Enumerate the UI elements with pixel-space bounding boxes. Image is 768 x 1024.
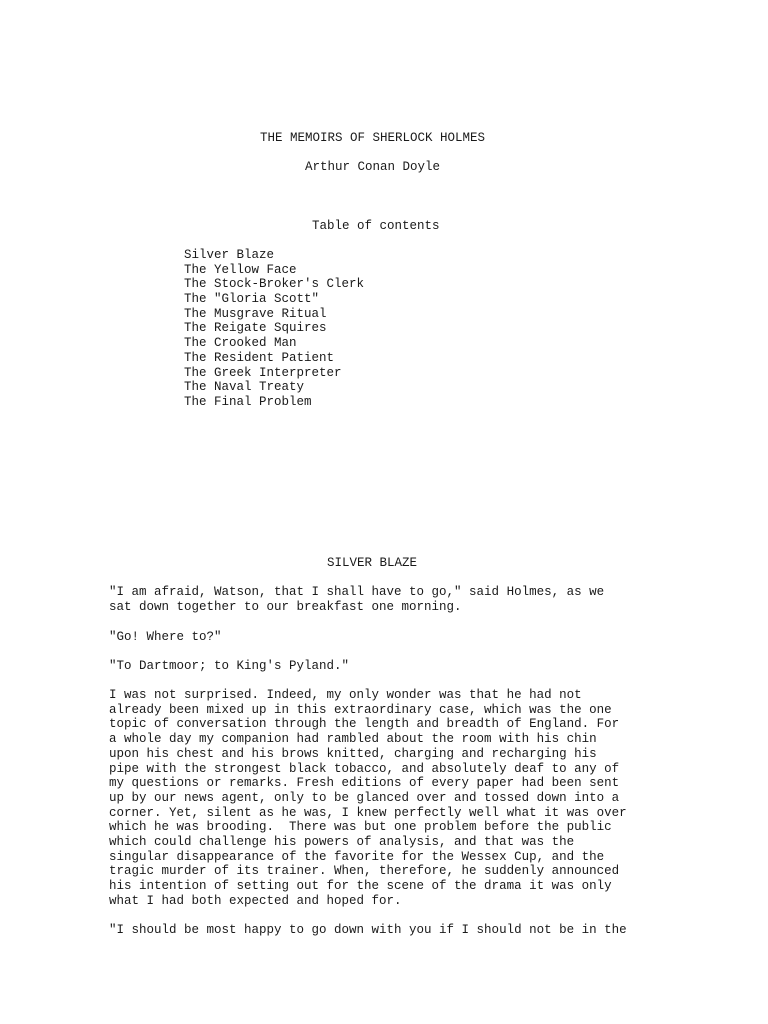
toc-item: The Reigate Squires	[184, 321, 327, 336]
toc-item: The Crooked Man	[184, 336, 297, 351]
paragraph: "I should be most happy to go down with you if I should not be in the	[109, 923, 627, 937]
toc-heading: Table of contents	[312, 219, 440, 233]
paragraph: "Go! Where to?"	[109, 630, 222, 644]
toc-item: The Yellow Face	[184, 262, 297, 277]
toc-item: The Final Problem	[184, 394, 312, 409]
toc-item: Silver Blaze	[184, 248, 275, 262]
toc-item: The Greek Interpreter	[184, 365, 342, 380]
toc-item: The Naval Treaty	[184, 380, 305, 395]
book-author: Arthur Conan Doyle	[305, 160, 441, 174]
paragraph: "To Dartmoor; to King's Pyland."	[109, 659, 350, 673]
toc-item: The Resident Patient	[184, 350, 335, 365]
toc-item: The Stock-Broker's Clerk	[184, 277, 365, 292]
chapter-title: SILVER BLAZE	[327, 556, 418, 570]
table-of-contents	[184, 248, 364, 410]
paragraph: I was not surprised. Indeed, my only wonder was that he had not already been mixed up in this extraordinary case, which was the one topic of conversation through the length and breadth of England. For a whole day my companion had rambled about the room with his chin upon his chest and his brows knitted, charging and recharging his pipe with the strongest black tobacco, and absolutely deaf to any of my questions or remarks. Fresh editions of every paper had been sent up by our news agent, only to be glanced over and tossed down into a corner. Yet, silent as he was, I knew perfectly well what it was over which he was brooding. There was but one problem before the public which could challenge his powers of analysis, and that was the singular disappearance of the favorite for the Wessex Cup, and the tragic murder of its trainer. When, therefore, he suddenly announced his intention of setting out for the scene of the drama it was only what I had both expected and hoped for.	[109, 688, 627, 908]
book-title: THE MEMOIRS OF SHERLOCK HOLMES	[260, 131, 486, 145]
paragraph: "I am afraid, Watson, that I shall have to go," said Holmes, as we sat down together to our breakfast one morning.	[109, 585, 605, 614]
toc-item: The "Gloria Scott"	[184, 292, 320, 307]
toc-item: The Musgrave Ritual	[184, 306, 327, 321]
